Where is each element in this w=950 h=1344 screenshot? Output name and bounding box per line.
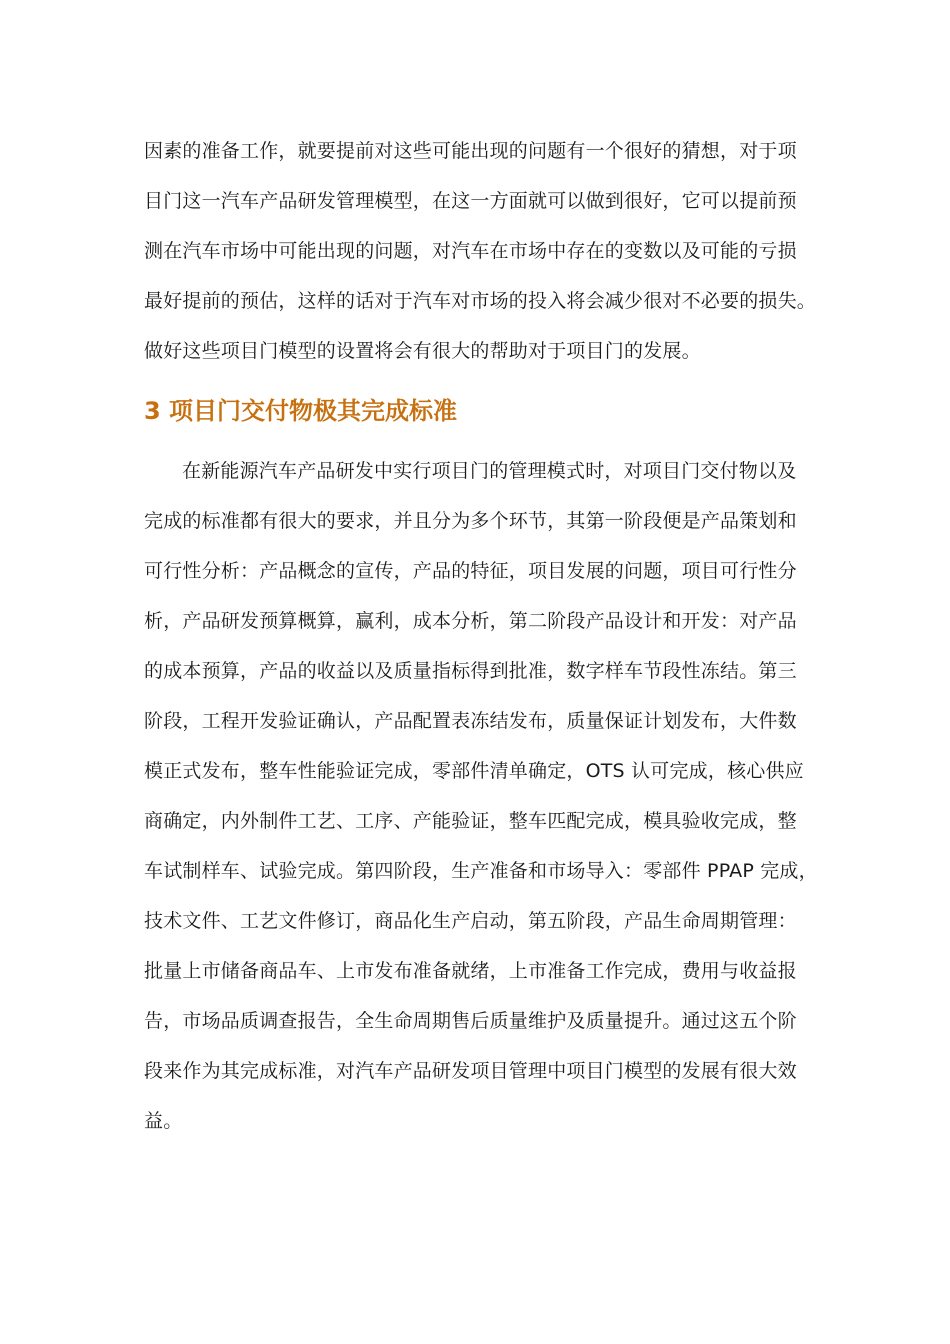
paragraph-line: 商确定，内外制件工艺、工序、产能验证，整车匹配完成，模具验收完成，整 <box>144 810 797 832</box>
paragraph-line: 技术文件、工艺文件修订，商品化生产启动，第五阶段，产品生命周期管理： <box>144 910 797 932</box>
paragraph-line: 析，产品研发预算概算，赢利，成本分析，第二阶段产品设计和开发：对产品 <box>144 610 797 632</box>
paragraph-line: 完成的标准都有很大的要求，并且分为多个环节，其第一阶段便是产品策划和 <box>144 510 797 532</box>
paragraph-line: 做好这些项目门模型的设置将会有很大的帮助对于项目门的发展。 <box>144 340 701 362</box>
paragraph-line: 的成本预算，产品的收益以及质量指标得到批准，数字样车节段性冻结。第三 <box>144 660 797 682</box>
paragraph-line: 段来作为其完成标准，对汽车产品研发项目管理中项目门模型的发展有很大效 <box>144 1060 797 1082</box>
paragraph-line: 阶段，工程开发验证确认，产品配置表冻结发布，质量保证计划发布，大件数 <box>144 710 797 732</box>
paragraph-line: 告，市场品质调查报告，全生命周期售后质量维护及质量提升。通过这五个阶 <box>144 1010 797 1032</box>
paragraph-line: 可行性分析：产品概念的宣传，产品的特征，项目发展的问题，项目可行性分 <box>144 560 797 582</box>
paragraph-line: 车试制样车、试验完成。第四阶段，生产准备和市场导入：零部件 PPAP 完成， <box>144 860 818 882</box>
paragraph-line: 目门这一汽车产品研发管理模型，在这一方面就可以做到很好，它可以提前预 <box>144 190 797 212</box>
intro-paragraph <box>144 126 824 376</box>
body-paragraph <box>144 446 824 1146</box>
paragraph-line: 最好提前的预估，这样的话对于汽车对市场的投入将会减少很对不必要的损失。 <box>144 290 817 312</box>
paragraph-line: 因素的准备工作，就要提前对这些可能出现的问题有一个很好的猜想，对于项 <box>144 140 797 162</box>
paragraph-line: 益。 <box>144 1110 183 1132</box>
paragraph-line: 测在汽车市场中可能出现的问题，对汽车在市场中存在的变数以及可能的亏损 <box>144 240 797 262</box>
paragraph-line: 在新能源汽车产品研发中实行项目门的管理模式时，对项目门交付物以及 <box>182 460 797 482</box>
section-heading: 3 项目门交付物极其完成标准 <box>144 397 458 425</box>
paragraph-line: 模正式发布，整车性能验证完成，零部件清单确定，OTS 认可完成，核心供应 <box>144 760 804 782</box>
paragraph-line: 批量上市储备商品车、上市发布准备就绪，上市准备工作完成，费用与收益报 <box>144 960 797 982</box>
document-content <box>144 126 824 1146</box>
